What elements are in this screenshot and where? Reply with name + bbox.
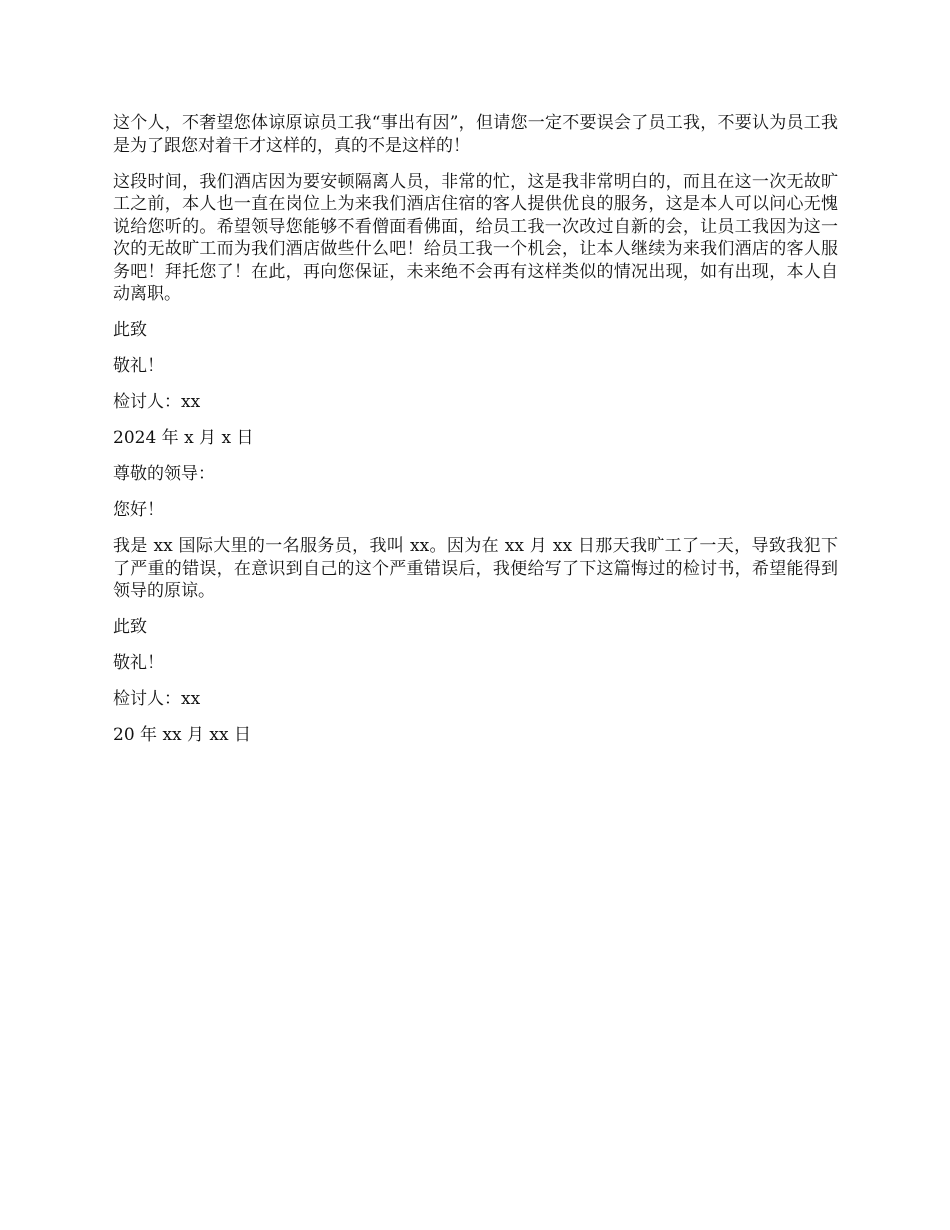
greeting-line: 您好！ — [113, 500, 164, 520]
closing-cizhi: 此致 — [113, 320, 147, 340]
salutation-line: 尊敬的领导： — [113, 464, 215, 484]
paragraph-second-letter: 我是 xx 国际大里的一名服务员，我叫 xx。因为在 xx 月 xx 日那天我旷工了一天，导致我犯下了严重的错误，在意识到自己的这个严重错误后，我便给写了下这篇悔过的检讨书，希望能得到领导的原谅。 — [113, 536, 838, 601]
document-body — [113, 112, 838, 760]
signature-line-2: 检讨人：xx — [113, 689, 201, 709]
paragraph-apology-intro: 这个人，不奢望您体谅原谅员工我“事出有因”，但请您一定不要误会了员工我，不要认为员工我是为了跟您对着干才这样的，真的不是这样的！ — [113, 113, 838, 156]
closing-jingli-2: 敬礼！ — [113, 653, 164, 673]
closing-cizhi-2: 此致 — [113, 617, 147, 637]
paragraph-apology-body: 这段时间，我们酒店因为要安顿隔离人员，非常的忙，这是我非常明白的，而且在这一次无故旷工之前，本人也一直在岗位上为来我们酒店住宿的客人提供优良的服务，这是本人可以问心无愧说给您听的。希望领导您能够不看僧面看佛面，给员工我一次改过自新的会，让员工我因为这一次的无故旷工而为我们酒店做些什么吧！给员工我一个机会，让本人继续为来我们酒店的客人服务吧！拜托您了！在此，再向您保证，未来绝不会再有这样类似的情况出现，如有出现，本人自动离职。 — [113, 171, 838, 304]
date-line: 2024 年 x 月 x 日 — [113, 428, 254, 448]
closing-jingli: 敬礼！ — [113, 356, 164, 376]
date-line-2: 20 年 xx 月 xx 日 — [113, 725, 252, 745]
signature-line: 检讨人：xx — [113, 392, 201, 412]
